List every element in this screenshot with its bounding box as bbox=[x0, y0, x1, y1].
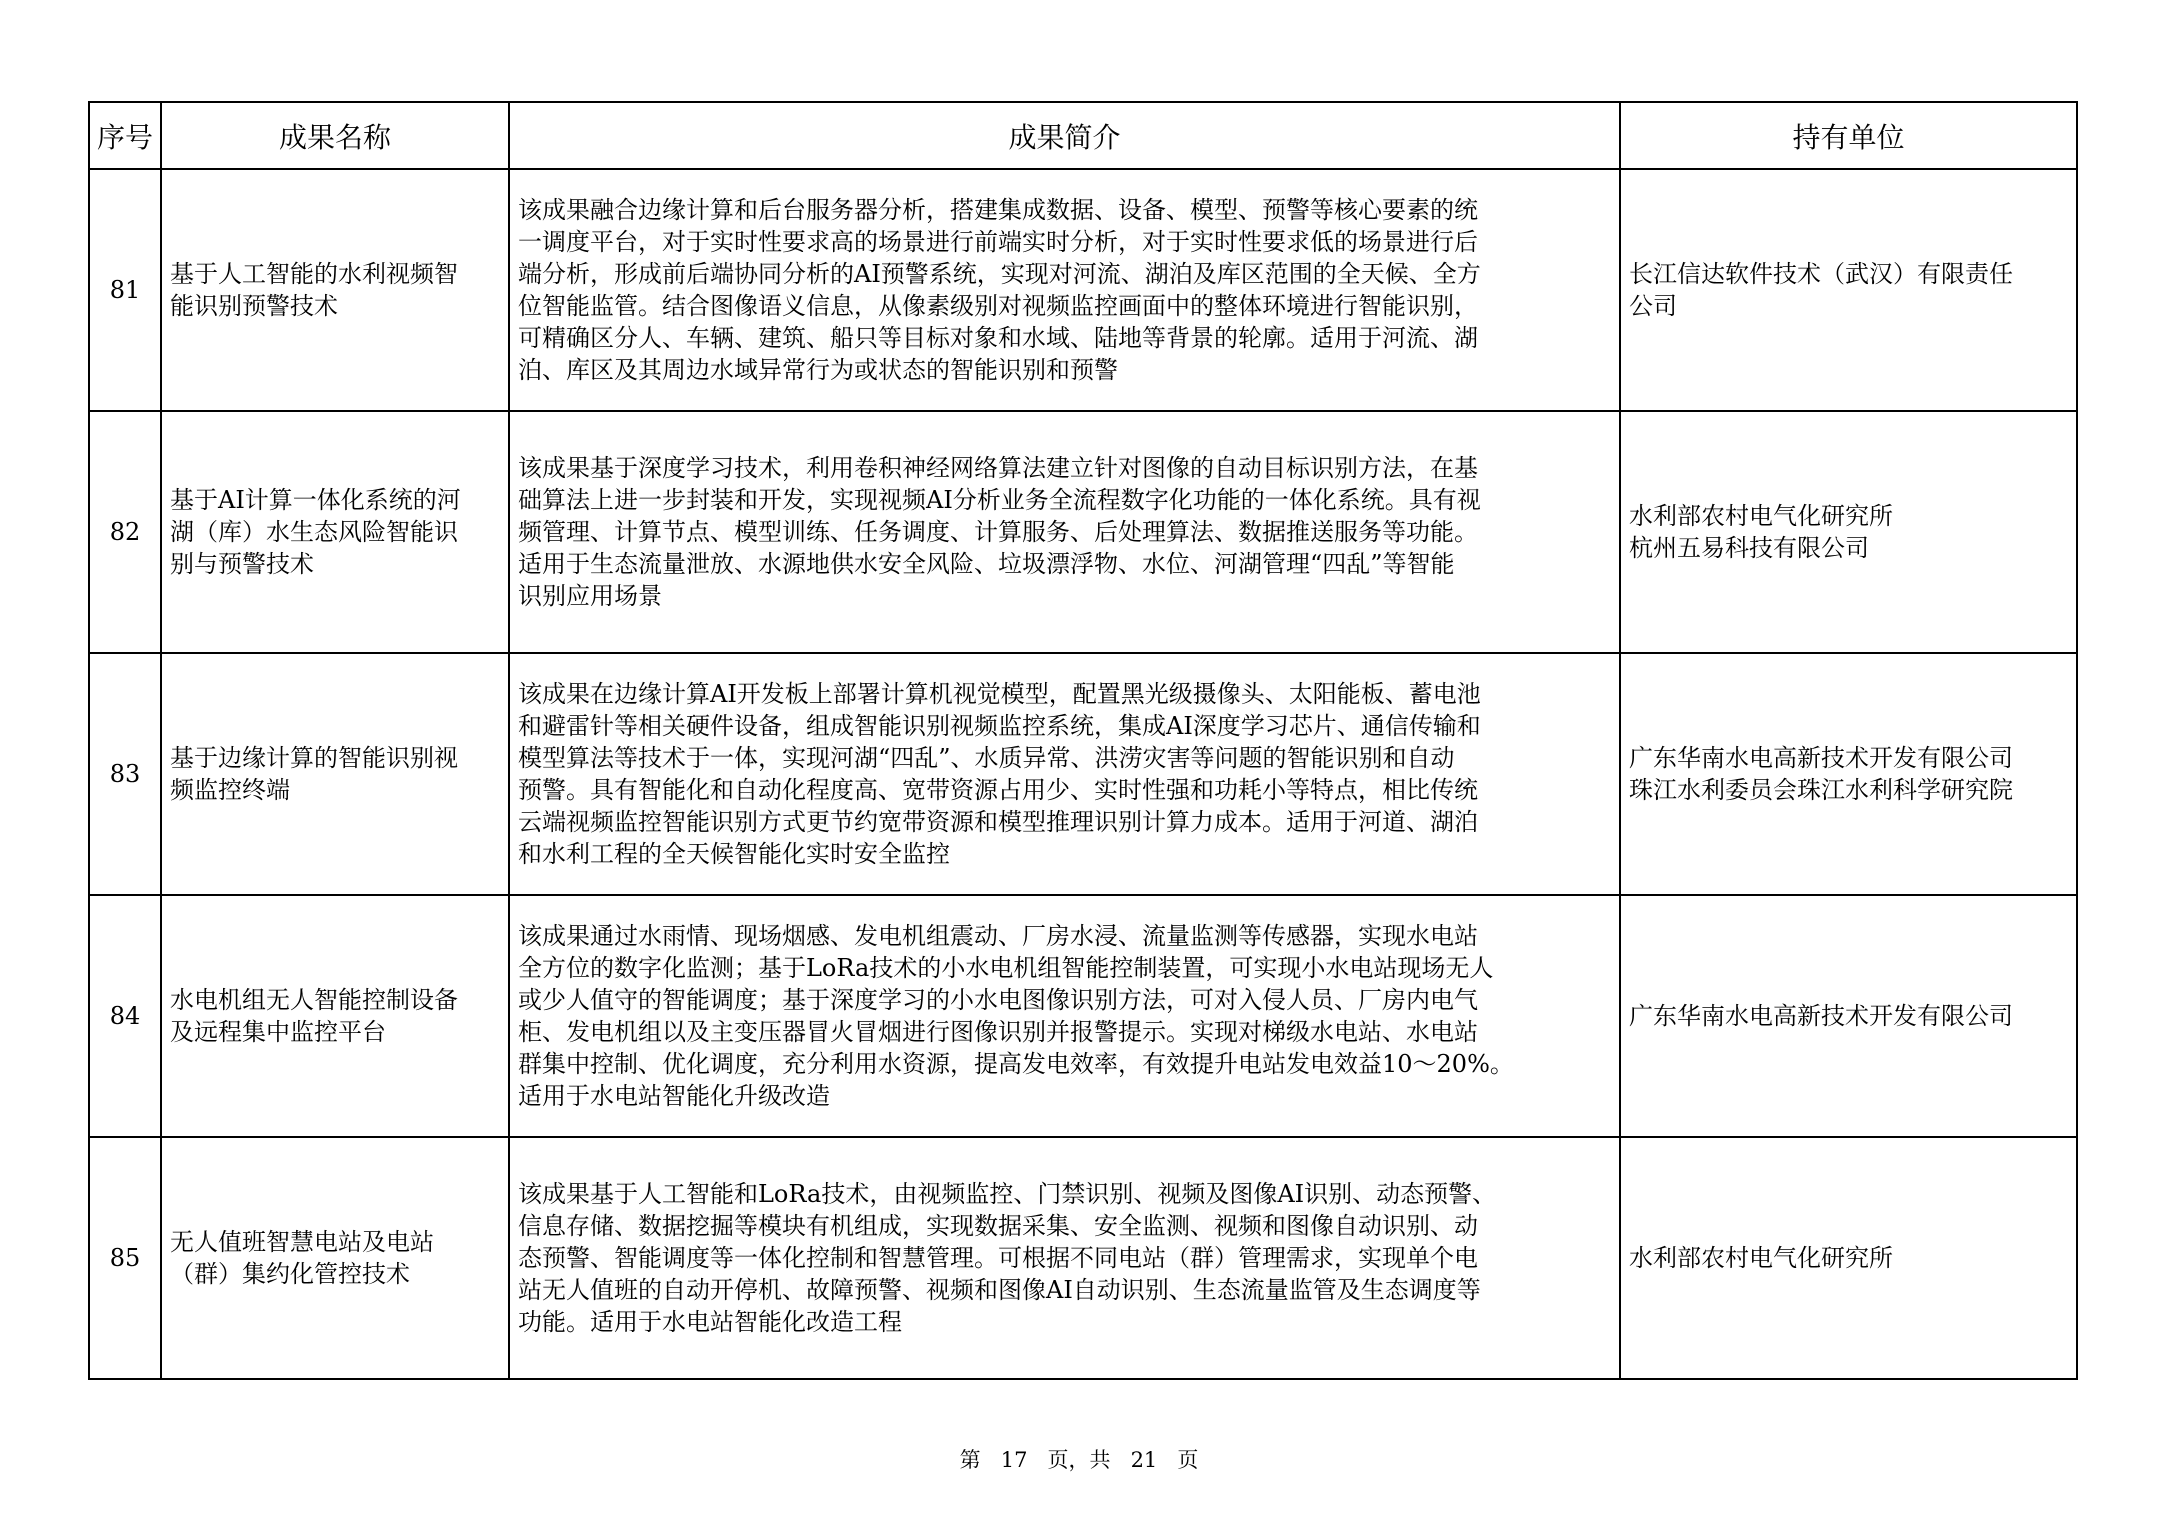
row-index: 85 bbox=[89, 1137, 161, 1379]
row-holder-line: 珠江水利委员会珠江水利科学研究院 bbox=[1629, 776, 2013, 804]
row-description-line: 位智能监管。结合图像语义信息，从像素级别对视频监控画面中的整体环境进行智能识别， bbox=[518, 292, 1478, 320]
footer-current-page: 17 bbox=[1000, 1448, 1028, 1472]
row-description-line: 础算法上进一步封装和开发，实现视频AI分析业务全流程数字化功能的一体化系统。具有视 bbox=[518, 486, 1481, 514]
row-description-line: 端分析，形成前后端协同分析的AI预警系统，实现对河流、湖泊及库区范围的全天候、全方 bbox=[518, 260, 1481, 288]
row-index: 83 bbox=[89, 653, 161, 895]
row-name-line: 能识别预警技术 bbox=[170, 292, 338, 320]
row-holder bbox=[1620, 169, 2077, 411]
row-description-line: 全方位的数字化监测；基于LoRa技术的小水电机组智能控制装置，可实现小水电站现场无人 bbox=[518, 954, 1494, 982]
row-description-line: 站无人值班的自动开停机、故障预警、视频和图像AI自动识别、生态流量监管及生态调度等 bbox=[518, 1276, 1481, 1304]
row-name-line: 基于人工智能的水利视频智 bbox=[170, 260, 458, 288]
row-name bbox=[161, 411, 509, 653]
row-description-line: 该成果基于人工智能和LoRa技术，由视频监控、门禁识别、视频及图像AI识别、动态预警、 bbox=[518, 1180, 1497, 1208]
row-name-line: 及远程集中监控平台 bbox=[170, 1018, 386, 1046]
header-name: 成果名称 bbox=[161, 102, 509, 169]
row-description-line: 云端视频监控智能识别方式更节约宽带资源和模型推理识别计算力成本。适用于河道、湖泊 bbox=[518, 808, 1478, 836]
row-description-line: 适用于水电站智能化升级改造 bbox=[518, 1082, 830, 1110]
row-holder-line: 杭州五易科技有限公司 bbox=[1629, 534, 1869, 562]
row-description-line: 该成果基于深度学习技术，利用卷积神经网络算法建立针对图像的自动目标识别方法，在基 bbox=[518, 454, 1478, 482]
table-body bbox=[89, 169, 2077, 1379]
row-description-line: 群集中控制、优化调度，充分利用水资源，提高发电效率，有效提升电站发电效益10～20%。 bbox=[518, 1050, 1514, 1078]
row-description-line: 该成果融合边缘计算和后台服务器分析，搭建集成数据、设备、模型、预警等核心要素的统 bbox=[518, 196, 1478, 224]
row-description bbox=[509, 653, 1620, 895]
header-holder: 持有单位 bbox=[1620, 102, 2077, 169]
row-description-line: 该成果通过水雨情、现场烟感、发电机组震动、厂房水浸、流量监测等传感器，实现水电站 bbox=[518, 922, 1478, 950]
row-description-line: 模型算法等技术于一体，实现河湖“四乱”、水质异常、洪涝灾害等问题的智能识别和自动 bbox=[518, 744, 1455, 772]
table-row bbox=[89, 411, 2077, 653]
row-index: 81 bbox=[89, 169, 161, 411]
row-name bbox=[161, 169, 509, 411]
row-name-line: 水电机组无人智能控制设备 bbox=[170, 986, 458, 1014]
row-name-line: 别与预警技术 bbox=[170, 550, 314, 578]
header-description: 成果简介 bbox=[509, 102, 1620, 169]
row-description bbox=[509, 1137, 1620, 1379]
page-footer bbox=[0, 1444, 2158, 1474]
header-index: 序号 bbox=[89, 102, 161, 169]
row-description-line: 态预警、智能调度等一体化控制和智慧管理。可根据不同电站（群）管理需求，实现单个电 bbox=[518, 1244, 1478, 1272]
row-name bbox=[161, 653, 509, 895]
row-holder-line: 水利部农村电气化研究所 bbox=[1629, 1244, 1893, 1272]
row-description-line: 功能。适用于水电站智能化改造工程 bbox=[518, 1308, 902, 1336]
row-holder-line: 公司 bbox=[1629, 292, 1677, 320]
row-description-line: 和避雷针等相关硬件设备，组成智能识别视频监控系统，集成AI深度学习芯片、通信传输和 bbox=[518, 712, 1481, 740]
row-description-line: 和水利工程的全天候智能化实时安全监控 bbox=[518, 840, 950, 868]
row-description bbox=[509, 895, 1620, 1137]
row-holder bbox=[1620, 653, 2077, 895]
row-description-line: 信息存储、数据挖掘等模块有机组成，实现数据采集、安全监测、视频和图像自动识别、动 bbox=[518, 1212, 1478, 1240]
row-description-line: 预警。具有智能化和自动化程度高、宽带资源占用少、实时性强和功耗小等特点，相比传统 bbox=[518, 776, 1478, 804]
row-name-line: 无人值班智慧电站及电站 bbox=[170, 1228, 434, 1256]
row-description-line: 或少人值守的智能调度；基于深度学习的小水电图像识别方法，可对入侵人员、厂房内电气 bbox=[518, 986, 1478, 1014]
row-description-line: 泊、库区及其周边水域异常行为或状态的智能识别和预警 bbox=[518, 356, 1118, 384]
row-holder-line: 水利部农村电气化研究所 bbox=[1629, 502, 1893, 530]
row-name-line: 频监控终端 bbox=[170, 776, 290, 804]
results-table bbox=[88, 101, 2078, 1380]
row-description-line: 柜、发电机组以及主变压器冒火冒烟进行图像识别并报警提示。实现对梯级水电站、水电站 bbox=[518, 1018, 1478, 1046]
row-name bbox=[161, 895, 509, 1137]
row-name-line: 基于边缘计算的智能识别视 bbox=[170, 744, 458, 772]
row-description-line: 一调度平台，对于实时性要求高的场景进行前端实时分析，对于实时性要求低的场景进行后 bbox=[518, 228, 1478, 256]
row-holder bbox=[1620, 895, 2077, 1137]
row-holder-line: 长江信达软件技术（武汉）有限责任 bbox=[1629, 260, 2013, 288]
row-name-line: （群）集约化管控技术 bbox=[170, 1260, 410, 1288]
row-description-line: 该成果在边缘计算AI开发板上部署计算机视觉模型，配置黑光级摄像头、太阳能板、蓄电池 bbox=[518, 680, 1481, 708]
footer-total-pages: 21 bbox=[1130, 1448, 1158, 1472]
footer-suffix: 页 bbox=[1177, 1448, 1199, 1472]
row-description-line: 频管理、计算节点、模型训练、任务调度、计算服务、后处理算法、数据推送服务等功能。 bbox=[518, 518, 1478, 546]
footer-prefix: 第 bbox=[959, 1448, 981, 1472]
row-description-line: 识别应用场景 bbox=[518, 582, 662, 610]
table-row bbox=[89, 169, 2077, 411]
table-row bbox=[89, 1137, 2077, 1379]
row-description bbox=[509, 411, 1620, 653]
table-row bbox=[89, 895, 2077, 1137]
row-name-line: 湖（库）水生态风险智能识 bbox=[170, 518, 458, 546]
row-holder-line: 广东华南水电高新技术开发有限公司 bbox=[1629, 744, 2013, 772]
row-description-line: 可精确区分人、车辆、建筑、船只等目标对象和水域、陆地等背景的轮廓。适用于河流、湖 bbox=[518, 324, 1478, 352]
row-name bbox=[161, 1137, 509, 1379]
row-holder bbox=[1620, 1137, 2077, 1379]
footer-middle: 页，共 bbox=[1047, 1448, 1111, 1472]
row-index: 82 bbox=[89, 411, 161, 653]
row-index: 84 bbox=[89, 895, 161, 1137]
row-holder-line: 广东华南水电高新技术开发有限公司 bbox=[1629, 1002, 2013, 1030]
row-holder bbox=[1620, 411, 2077, 653]
table-row bbox=[89, 653, 2077, 895]
table-header-row bbox=[89, 102, 2077, 169]
row-description bbox=[509, 169, 1620, 411]
row-description-line: 适用于生态流量泄放、水源地供水安全风险、垃圾漂浮物、水位、河湖管理“四乱”等智能 bbox=[518, 550, 1455, 578]
row-name-line: 基于AI计算一体化系统的河 bbox=[170, 486, 461, 514]
